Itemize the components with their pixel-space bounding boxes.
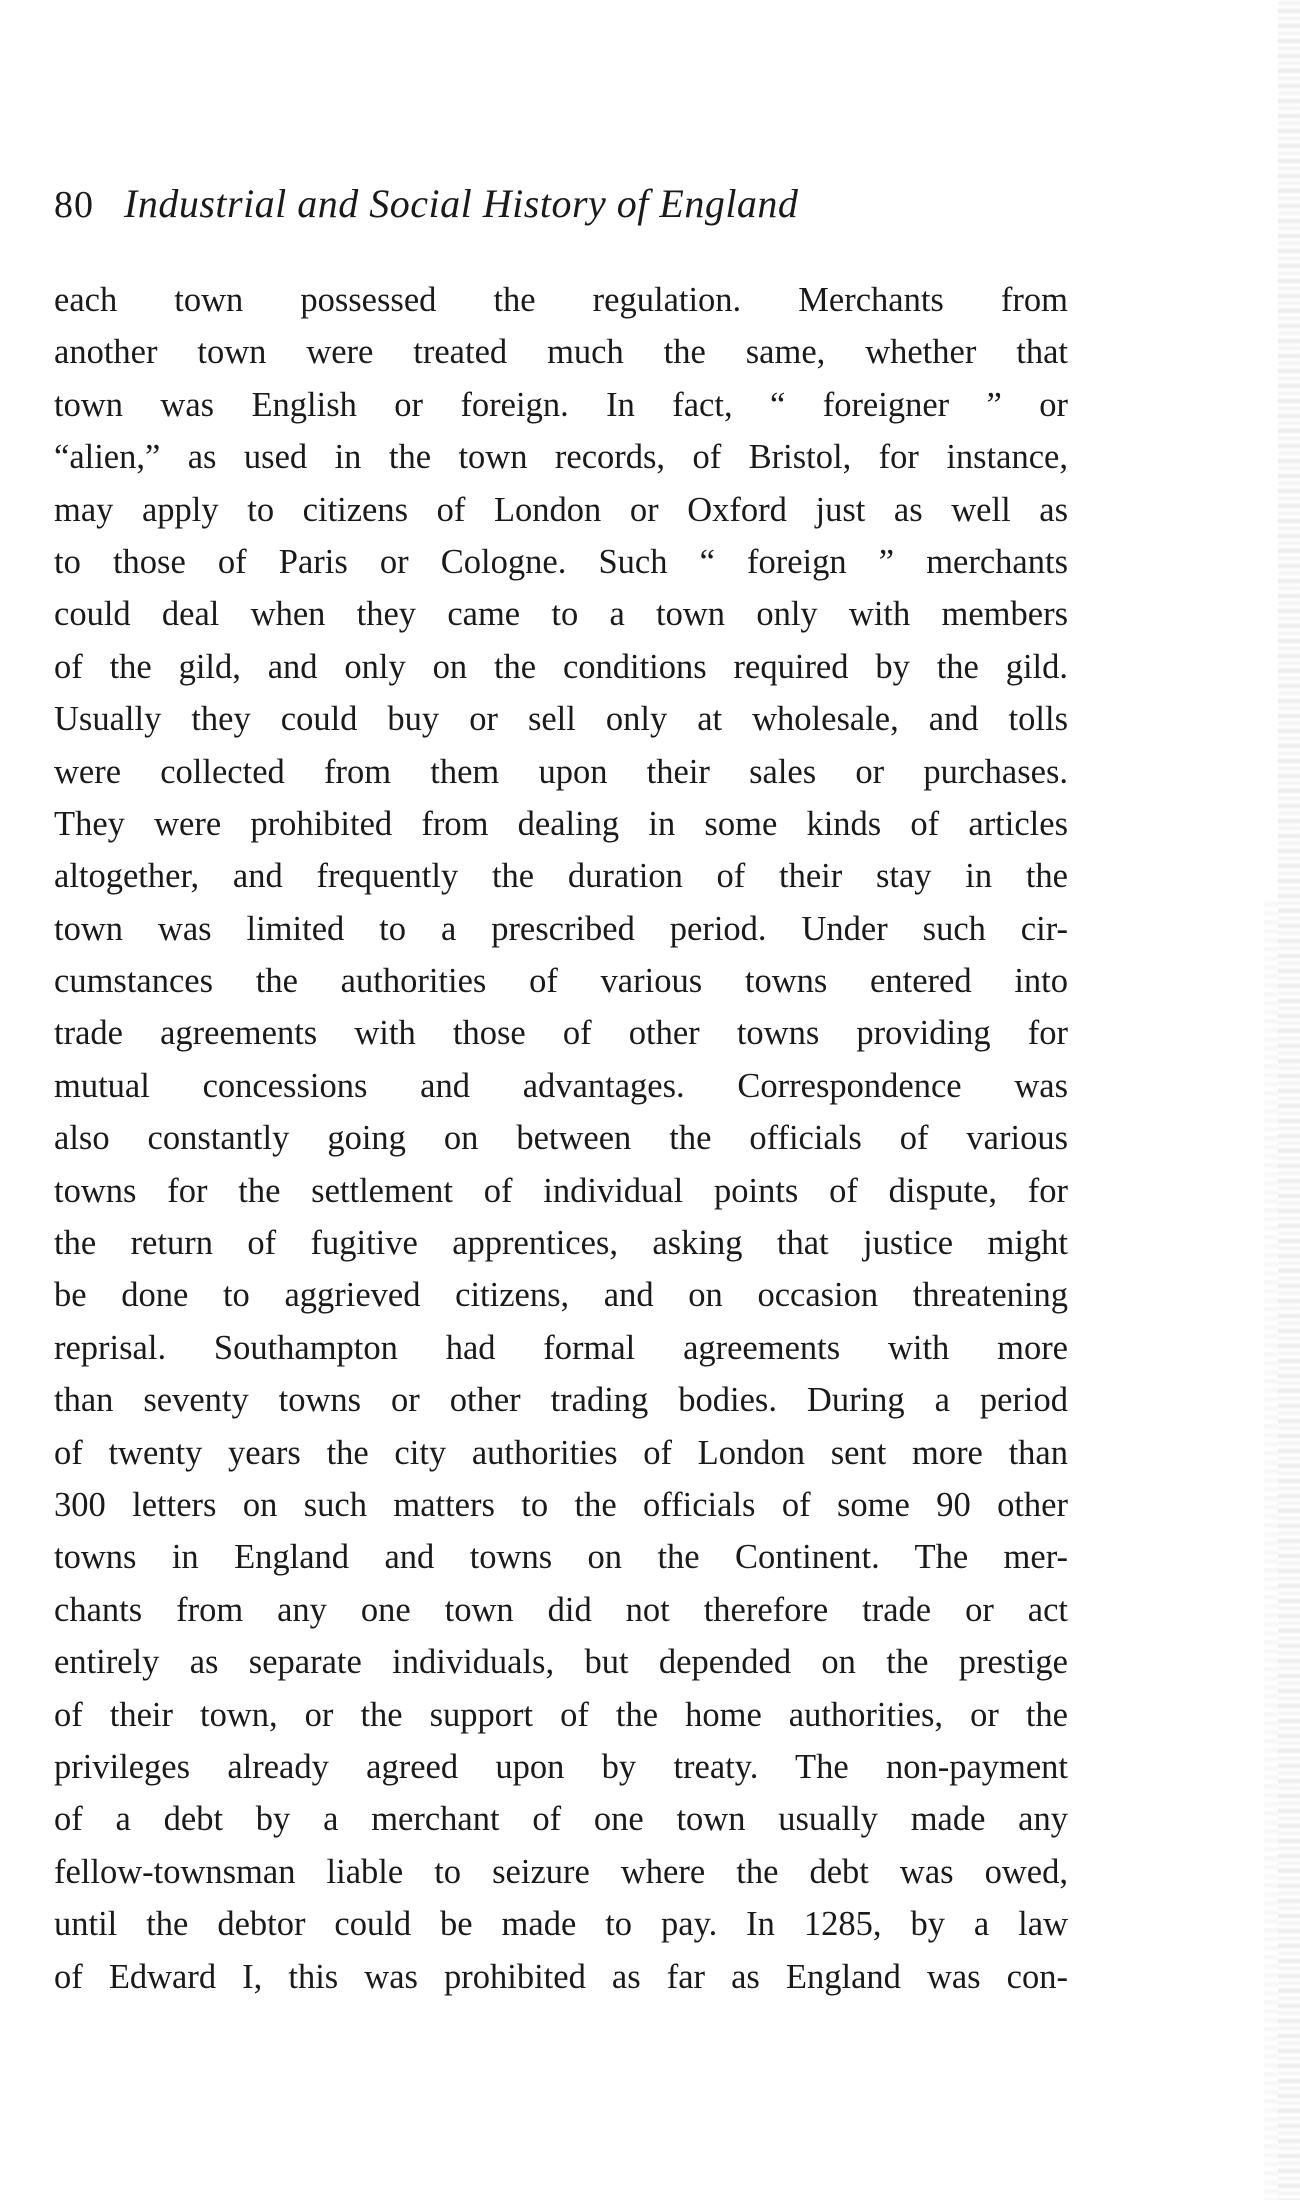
text-line: the return of fugitive apprentices, asking that justice might: [54, 1224, 1068, 1263]
text-line: may apply to citizens of London or Oxford just as well as: [54, 490, 1068, 529]
text-line: another town were treated much the same, whether that: [54, 333, 1068, 372]
text-line: fellow-townsman liable to seizure where the debt was owed,: [54, 1852, 1068, 1891]
text-line: “alien,” as used in the town records, of Bristol, for instance,: [54, 438, 1068, 477]
text-line: entirely as separate individuals, but depended on the prestige: [54, 1643, 1068, 1682]
text-line: towns in England and towns on the Continent. The mer-: [54, 1538, 1068, 1577]
text-line: 300 letters on such matters to the officials of some 90 other: [54, 1485, 1068, 1524]
text-line: Usually they could buy or sell only at wholesale, and tolls: [54, 700, 1068, 739]
text-line: be done to aggrieved citizens, and on occasion threatening: [54, 1276, 1068, 1315]
scanner-edge-shadow: [1264, 900, 1278, 2200]
scanner-edge-shadow: [1278, 0, 1300, 2200]
body-text: [54, 274, 1068, 2003]
running-head: [54, 180, 1064, 240]
text-line: towns for the settlement of individual points of dispute, for: [54, 1171, 1068, 1210]
text-line: of the gild, and only on the conditions required by the gild.: [54, 647, 1068, 686]
text-line: town was English or foreign. In fact, “ foreigner ” or: [54, 385, 1068, 424]
text-line: until the debtor could be made to pay. In 1285, by a law: [54, 1905, 1068, 1944]
text-line: each town possessed the regulation. Merchants from: [54, 281, 1068, 319]
text-line: altogether, and frequently the duration of their stay in the: [54, 857, 1068, 896]
text-line: privileges already agreed upon by treaty. The non-payment: [54, 1747, 1068, 1786]
text-line: of Edward I, this was prohibited as far as England was con-: [54, 1957, 1068, 1996]
text-line: were collected from them upon their sales or purchases.: [54, 752, 1068, 791]
text-line: to those of Paris or Cologne. Such “ foreign ” merchants: [54, 542, 1068, 581]
running-title: Industrial and Social History of England: [124, 181, 799, 226]
page-number: 80: [54, 184, 94, 226]
text-line: mutual concessions and advantages. Correspondence was: [54, 1066, 1068, 1105]
text-line: chants from any one town did not therefore trade or act: [54, 1590, 1068, 1629]
text-line: of twenty years the city authorities of London sent more than: [54, 1433, 1068, 1472]
text-line: reprisal. Southampton had formal agreements with more: [54, 1328, 1068, 1367]
text-line: cumstances the authorities of various towns entered into: [54, 962, 1068, 1001]
text-line: of their town, or the support of the home authorities, or the: [54, 1695, 1068, 1734]
text-line: could deal when they came to a town only with members: [54, 595, 1068, 634]
text-line: town was limited to a prescribed period. Under such cir-: [54, 909, 1068, 948]
text-line: also constantly going on between the officials of various: [54, 1119, 1068, 1158]
text-line: trade agreements with those of other towns providing for: [54, 1014, 1068, 1053]
text-line: of a debt by a merchant of one town usually made any: [54, 1800, 1068, 1839]
text-line: They were prohibited from dealing in some kinds of articles: [54, 804, 1068, 843]
text-line: than seventy towns or other trading bodies. During a period: [54, 1381, 1068, 1420]
